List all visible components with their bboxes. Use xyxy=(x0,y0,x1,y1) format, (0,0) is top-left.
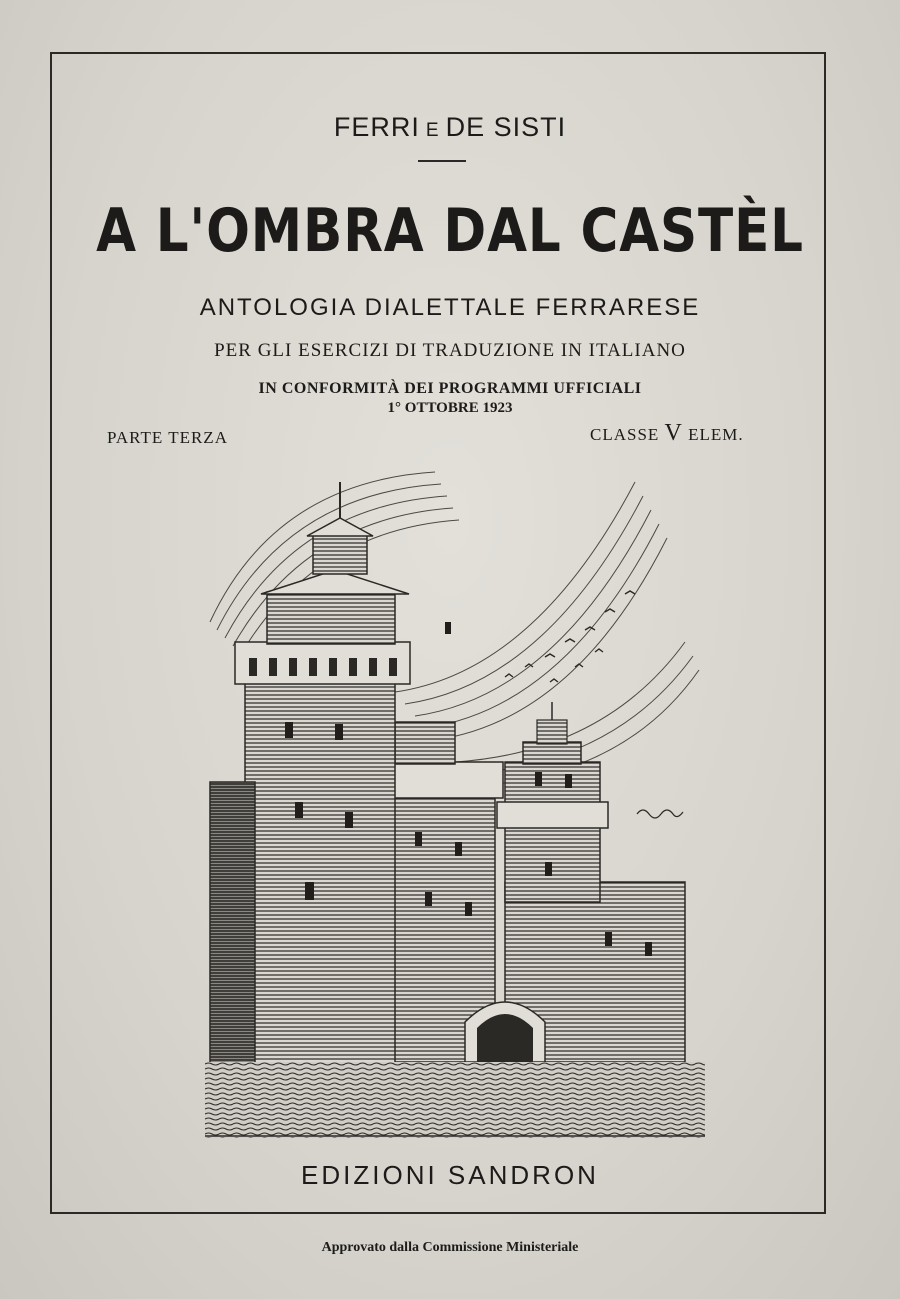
author-de-sisti: DE SISTI xyxy=(445,112,567,142)
title-divider xyxy=(418,160,466,162)
book-purpose: PER GLI ESERCIZI DI TRADUZIONE IN ITALIANO xyxy=(214,340,686,361)
birds xyxy=(505,591,635,682)
part-label: PARTE TERZA xyxy=(107,428,228,447)
approval-note: Approvato dalla Commissione Ministeriale xyxy=(321,1240,579,1255)
class-suffix: ELEM. xyxy=(688,425,744,444)
castle-illustration xyxy=(205,462,705,1138)
class-prefix: CLASSE xyxy=(590,425,660,444)
author-conjunction: E xyxy=(425,120,440,141)
author-ferri: FERRI xyxy=(333,112,420,142)
conformity-note: IN CONFORMITÀ DEI PROGRAMMI UFFICIALI xyxy=(258,380,642,397)
class-numeral: V xyxy=(664,420,683,446)
book-subtitle: ANTOLOGIA DIALETTALE FERRARESE xyxy=(199,294,701,321)
class-label xyxy=(590,420,744,447)
publisher-name: EDIZIONI SANDRON xyxy=(301,1160,599,1190)
book-title: A L'OMBRA DAL CASTÈL xyxy=(96,196,804,266)
authors-line xyxy=(0,112,900,143)
program-date: 1° OTTOBRE 1923 xyxy=(387,400,513,416)
